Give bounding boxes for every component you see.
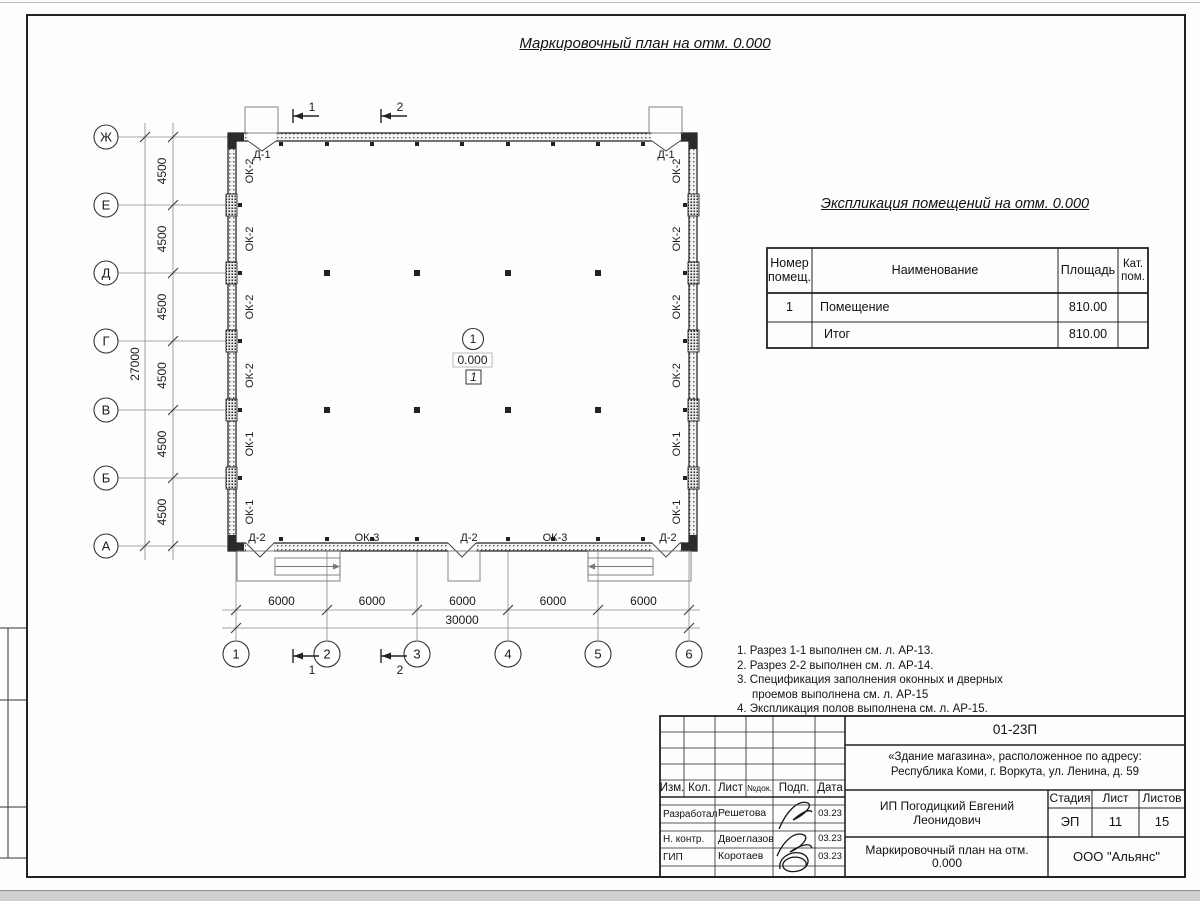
window-mark: ОК-3 [542, 532, 568, 544]
door-mark: Д-2 [659, 532, 677, 544]
dim-value: 4500 [155, 157, 169, 185]
sheet-notes [737, 644, 1077, 717]
doc-number: 01-23П [992, 722, 1038, 738]
window-mark: ОК-1 [671, 499, 683, 525]
signer-name: Коротаев [718, 850, 764, 863]
signer-date: 03.23 [818, 807, 842, 819]
company-name: ООО "Альянс" [1073, 848, 1160, 864]
sheet-title: Маркировочный план на отм. 0.000 [519, 34, 771, 52]
dim-value: 6000 [630, 594, 657, 608]
tb-col-izm: Изм. [659, 782, 685, 795]
ramp-arrow-icon [333, 564, 340, 570]
dim-value: 4500 [155, 498, 169, 526]
signer-name: Решетова [718, 807, 767, 820]
signer-date: 03.23 [818, 850, 842, 862]
axis-bubbles [94, 125, 702, 667]
explication-title: Экспликация помещений на отм. 0.000 [820, 196, 1090, 213]
window-mark: ОК-1 [244, 431, 256, 457]
section-arrow-icon [294, 113, 391, 660]
window-mark: ОК-2 [671, 363, 683, 388]
col-axis-label: 2 [323, 646, 331, 662]
row-axis-label: Ж [99, 129, 113, 145]
row-axis-label: Д [101, 265, 111, 281]
dim-value: 6000 [539, 594, 567, 608]
stage-value: ЭП [1060, 814, 1080, 830]
section-marks [293, 109, 407, 663]
room-number: 1 [469, 332, 477, 346]
section-number: 1 [308, 663, 316, 677]
note-line: 2. Разрез 2-2 выполнен см. л. АР-14. [737, 659, 934, 672]
row-axis-label: А [101, 538, 111, 554]
tb-col-kol: Кол. [688, 782, 711, 795]
window-mark: ОК-2 [244, 158, 256, 184]
row-axis-label: В [101, 402, 111, 418]
sheet-label: Лист [1102, 791, 1129, 806]
door-swing-lines [246, 141, 680, 557]
object-address [845, 750, 1185, 780]
section-number: 2 [396, 663, 404, 677]
dim-total: 27000 [128, 347, 142, 381]
col-axis-label: 3 [413, 646, 421, 662]
explication-cell-area: 810.00 [1068, 299, 1108, 314]
tb-col-ndoc: №док. [747, 782, 772, 793]
signer-date: 03.23 [818, 833, 842, 845]
window-mark: ОК-2 [244, 294, 256, 320]
col-axis-label: 4 [504, 646, 512, 662]
door-mark: Д-2 [460, 532, 478, 544]
explication-header-category: Кат. пом. [1121, 257, 1145, 283]
explication-cell-name: Помещение [820, 299, 890, 314]
note-line: 4. Экспликация полов выполнена см. л. АР-15. [737, 703, 988, 715]
dim-value: 4500 [155, 225, 169, 253]
tb-col-data: Дата [817, 782, 843, 795]
window-mark: ОК-1 [244, 499, 256, 525]
note-line: проемов выполнена см. л. АР-15 [752, 688, 929, 701]
object-address-line: Республика Коми, г. Воркута, ул. Ленина, д. 59 [890, 766, 1140, 778]
explication-cell-area: 810.00 [1068, 327, 1108, 342]
dim-value: 6000 [449, 594, 476, 608]
signer-role: Разработал [663, 808, 718, 820]
row-axis-label: Е [101, 197, 111, 213]
explication-header-area: Площадь [1060, 262, 1116, 277]
dim-value: 4500 [155, 430, 169, 458]
tb-col-list: Лист [718, 782, 743, 795]
dim-value: 6000 [358, 594, 386, 608]
window-mark: ОК-3 [354, 532, 380, 544]
dim-value: 6000 [268, 594, 295, 608]
window-mark: ОК-2 [671, 226, 683, 252]
sheet-frame [0, 15, 1185, 877]
room-elevation: 0.000 [457, 353, 488, 367]
viewer-bottom-band [0, 890, 1200, 901]
col-axis-label: 5 [594, 646, 602, 662]
door-mark: Д-2 [248, 532, 266, 544]
signer-role: ГИП [663, 851, 683, 863]
client-name: ИП Погодицкий Евгений Леонидович [879, 799, 1015, 827]
signer-role: Н. контр. [663, 834, 705, 845]
door-mark: Д-1 [657, 149, 675, 161]
walls [226, 131, 699, 557]
explication-cell-name: Итог [824, 327, 851, 342]
window-mark: ОК-2 [671, 158, 683, 184]
signer-name: Двоеглазов [718, 832, 774, 845]
sheets-value: 15 [1154, 814, 1170, 830]
tb-col-podp: Подп. [778, 782, 810, 795]
row-axis-label: Г [102, 333, 110, 349]
row-axis-label: Б [101, 470, 111, 486]
window-mark: ОК-2 [244, 226, 256, 252]
grid-axes [118, 123, 700, 640]
dim-value: 4500 [155, 362, 169, 389]
window-mark: ОК-1 [671, 431, 683, 457]
dim-total: 30000 [445, 613, 479, 627]
note-line: 1. Разрез 1-1 выполнен см. л. АР-13. [737, 645, 934, 657]
door-mark: Д-1 [253, 149, 271, 161]
floor-type-mark: 1 [470, 370, 477, 384]
sheet-value: 11 [1108, 814, 1123, 830]
col-axis-label: 6 [685, 646, 693, 662]
note-line: 3. Спецификация заполнения оконных и дверных [737, 674, 1003, 686]
window-mark: ОК-2 [671, 294, 683, 320]
stage-label: Стадия [1049, 791, 1091, 806]
col-axis-label: 1 [232, 646, 240, 662]
sheets-label: Листов [1142, 791, 1182, 806]
signature-scribble [777, 802, 812, 871]
section-number: 2 [396, 100, 404, 114]
explication-header-number: Номер помещ. [767, 255, 812, 284]
ramp-arrow-icon [588, 564, 595, 570]
explication-cell-number: 1 [786, 299, 793, 314]
dim-value: 4500 [155, 293, 169, 321]
window-mark: ОК-2 [244, 363, 256, 388]
section-number: 1 [308, 100, 316, 114]
object-address-line: «Здание магазина», расположенное по адресу: [888, 751, 1142, 763]
drawing-name: Маркировочный план на отм. 0.000 [865, 842, 1029, 870]
explication-header-name: Наименование [891, 262, 979, 277]
